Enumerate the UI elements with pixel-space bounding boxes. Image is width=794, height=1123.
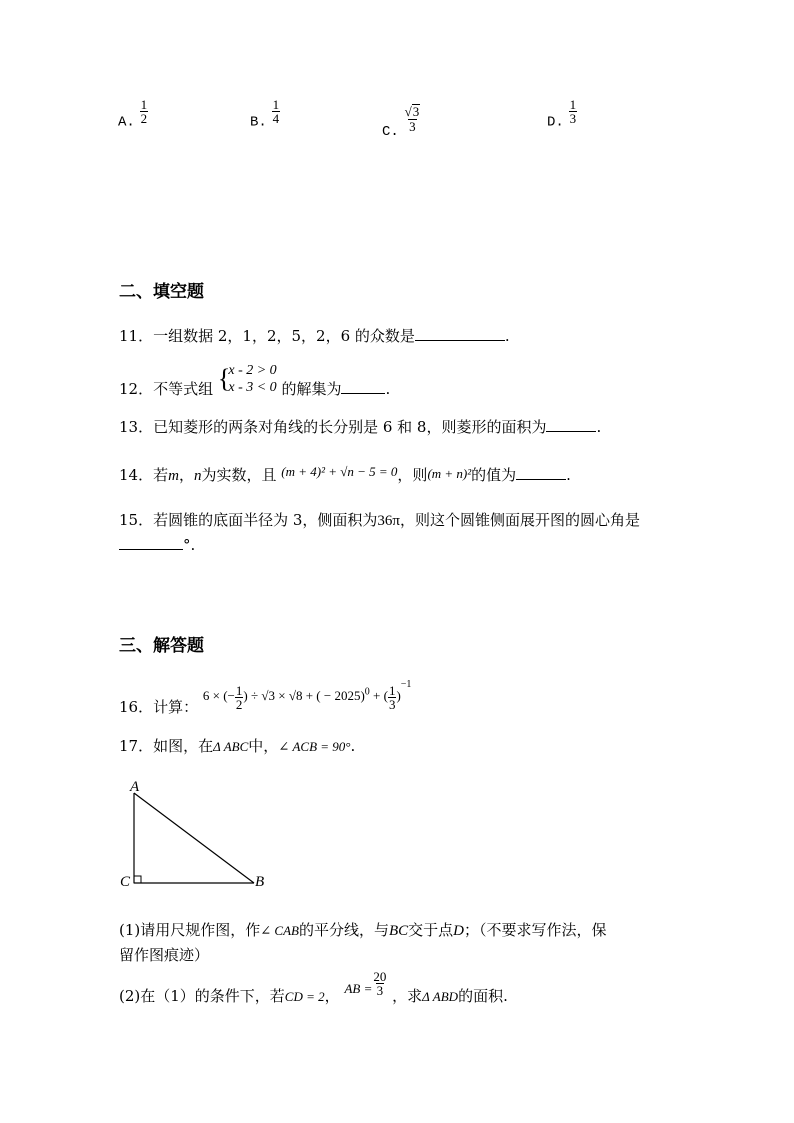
question-15-text1: 15．若圆锥的底面半径为 3，侧面积为	[119, 511, 378, 529]
question-15-line2	[119, 535, 195, 554]
part-2-comma: ，	[324, 986, 340, 1005]
answer-blank-11[interactable]	[415, 326, 505, 341]
choice-a-numerator: 1	[140, 97, 148, 112]
third-numerator: 1	[388, 683, 396, 698]
length-ab-label: AB =	[344, 980, 373, 996]
question-14-suffix: 的值为	[471, 466, 517, 484]
side-ab	[134, 793, 254, 883]
question-12-end: .	[385, 380, 391, 398]
answer-blank-14[interactable]	[516, 465, 566, 480]
ab-numerator: 20	[373, 969, 387, 984]
question-12-suffix: 的解集为	[281, 380, 342, 398]
triangle-abd: Δ ABD	[422, 988, 459, 1004]
inequality-line-1: x - 2 > 0	[228, 363, 277, 378]
question-16-expression	[202, 679, 412, 712]
answer-blank-15[interactable]	[119, 535, 183, 550]
section-3-title: 三、解答题	[119, 636, 204, 656]
question-17	[119, 735, 355, 756]
question-17-part-1-line2: 留作图痕迹）	[119, 946, 210, 964]
part-2-mid: ，求	[392, 986, 423, 1005]
choice-d-fraction	[569, 98, 578, 125]
choice-b	[250, 97, 280, 135]
expr-negative: −	[227, 688, 235, 704]
question-16-prefix: 16．计算：	[119, 698, 199, 717]
choice-d-label: D.	[547, 114, 564, 131]
question-14-mid1: 为实数，且	[201, 466, 277, 484]
expr-exponent-neg1: −1	[400, 679, 412, 691]
question-15-text2: ，则这个圆锥侧面展开图的圆心角是	[399, 511, 640, 529]
half-denominator: 2	[235, 697, 243, 712]
point-d: D	[453, 923, 464, 939]
question-14-prefix: 14．若	[119, 466, 169, 484]
angle-cab: ∠ CAB	[260, 923, 299, 938]
expr-plus: + (	[369, 688, 388, 704]
question-17-text2: 中，	[248, 737, 279, 755]
question-16	[119, 676, 412, 717]
question-14-mid2: ，则	[397, 466, 428, 484]
part-2-prefix: (2)在（1）的条件下，若	[119, 986, 285, 1005]
choice-c-denominator: 3	[409, 119, 416, 135]
inequality-line-2: x - 3 < 0	[228, 380, 277, 395]
question-17-end: .	[350, 737, 356, 755]
inequality-system	[218, 362, 277, 396]
choice-d	[547, 97, 577, 135]
question-14-end: .	[566, 466, 571, 484]
third-denominator: 3	[388, 697, 396, 712]
expr-part-b: ) ÷ √3 × √8 + ( − 2025)	[243, 688, 365, 704]
question-15	[119, 509, 640, 530]
choice-a-fraction	[140, 98, 149, 125]
choice-b-fraction	[272, 98, 281, 125]
choice-c-numerator: √3	[404, 104, 420, 119]
length-cd: CD = 2	[284, 988, 325, 1004]
vertex-label-c: C	[120, 874, 131, 890]
choice-b-numerator: 1	[272, 97, 280, 112]
triangle-abc: Δ ABC	[213, 739, 249, 754]
question-11	[119, 325, 510, 346]
question-17-part-1	[119, 919, 607, 940]
variable-n: n	[193, 468, 202, 484]
angle-acb: ∠ ACB = 90°	[278, 739, 351, 754]
question-14-comma: ，	[178, 466, 194, 484]
question-14-equation: (m + 4)² + √n − 5 = 0	[281, 464, 398, 479]
question-17-text1: 17．如图，在	[119, 737, 214, 755]
half-numerator: 1	[235, 683, 243, 698]
question-17-part-2	[119, 967, 508, 1005]
expr-close: )	[396, 688, 401, 704]
choice-a-denominator: 2	[140, 111, 148, 126]
choice-b-label: B.	[250, 114, 267, 131]
vertex-label-a: A	[130, 779, 140, 795]
system-brace: {	[217, 364, 231, 393]
question-15-end: °.	[183, 536, 196, 554]
ab-denominator: 3	[376, 983, 384, 998]
choice-b-denominator: 4	[272, 111, 280, 126]
choice-c-fraction	[404, 104, 422, 133]
section-2-title: 二、填空题	[119, 282, 204, 302]
choice-c-radicand: 3	[412, 104, 420, 119]
part-1-text-d: ；（不要求写作法，保	[464, 921, 607, 939]
expr-part-a: 6 × (	[202, 688, 228, 704]
variable-m: m	[168, 468, 179, 484]
segment-bc: BC	[388, 923, 409, 939]
expr-exponent-zero: 0	[364, 687, 370, 699]
choice-c	[382, 104, 421, 140]
part-2-suffix: 的面积.	[458, 986, 508, 1005]
question-13-end: .	[596, 418, 602, 436]
question-14-expression: (m + n)²	[427, 466, 472, 481]
question-13	[119, 416, 601, 437]
question-11-text: 11．一组数据 2，1，2，5，2，6 的众数是	[119, 327, 415, 345]
question-14	[119, 464, 571, 485]
choice-a	[118, 97, 148, 135]
length-ab-fraction	[372, 970, 387, 997]
right-angle-mark	[134, 876, 141, 883]
lateral-area: 36π	[377, 513, 400, 529]
choice-c-label: C.	[382, 123, 399, 140]
answer-blank-13[interactable]	[546, 417, 596, 432]
part-1-text-a: (1)请用尺规作图，作	[119, 921, 261, 939]
question-11-end: .	[504, 327, 510, 345]
choice-a-label: A.	[118, 114, 135, 131]
part-1-text-c: 交于点	[408, 921, 454, 939]
vertex-label-b: B	[255, 874, 265, 890]
part-1-text-b: 的平分线，与	[298, 921, 389, 939]
answer-blank-12[interactable]	[341, 379, 385, 394]
question-12-prefix: 12．不等式组	[119, 380, 214, 398]
choice-d-numerator: 1	[569, 97, 577, 112]
question-13-text: 13．已知菱形的两条对角线的长分别是 6 和 8，则菱形的面积为	[119, 418, 547, 436]
choice-d-denominator: 3	[569, 111, 577, 126]
question-12	[119, 358, 390, 396]
